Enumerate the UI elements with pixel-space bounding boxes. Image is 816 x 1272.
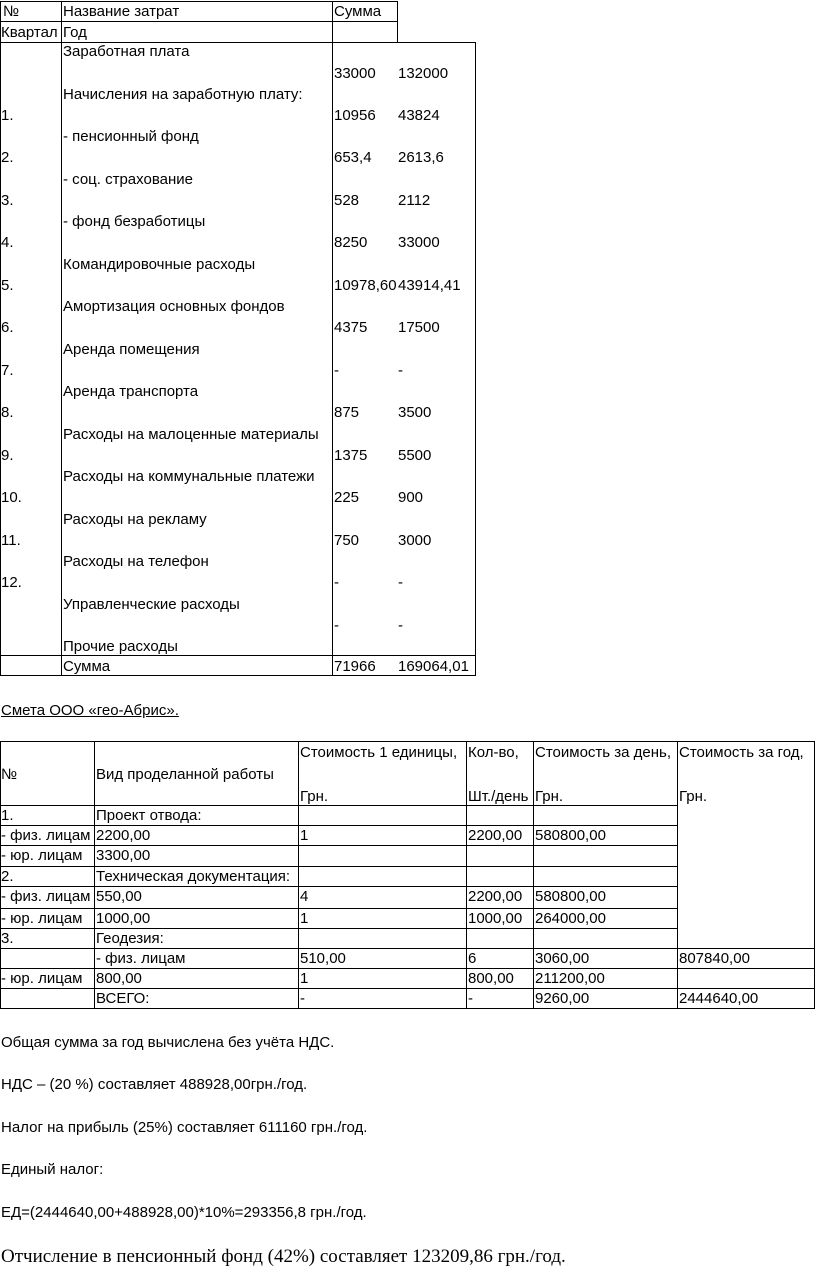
cell: 211200,00 (535, 970, 605, 987)
cell: 1 (300, 970, 309, 987)
cell: - юр. лицам (1, 970, 83, 987)
cell: 264000,00 (535, 910, 606, 927)
cell: 1000,00 (468, 910, 523, 927)
cell: 4 (300, 888, 309, 905)
row-name: Аренда помещения (63, 341, 200, 358)
grid-line (298, 741, 299, 1009)
header-year: Год (63, 24, 87, 41)
cell: Техническая документация: (96, 868, 291, 885)
row-name: - соц. страхование (63, 171, 193, 188)
row-number: 10. (1, 489, 22, 506)
quarter-value: 528 (334, 192, 360, 209)
header-unit-cost-unit: Грн. (300, 788, 329, 805)
row-name: Командировочные расходы (63, 256, 256, 273)
header-sum: Сумма (334, 3, 382, 20)
grid-line (0, 655, 476, 656)
year-value: 3000 (398, 532, 432, 549)
quarter-value: 4375 (334, 319, 368, 336)
grid-line (0, 908, 678, 909)
cell: 1. (1, 807, 14, 824)
cell: - физ. лицам (1, 888, 91, 905)
cell: 2444640,00 (679, 990, 759, 1007)
cell: 1 (300, 910, 309, 927)
grid-line (0, 948, 815, 949)
header-quarter: Квартал (1, 24, 58, 41)
quarter-value: - (334, 617, 339, 634)
grid-line (475, 42, 476, 676)
grid-line (0, 866, 678, 867)
grid-line (0, 988, 815, 989)
row-name: Прочие расходы (63, 638, 178, 655)
quarter-value: 1375 (334, 447, 368, 464)
cell: 1000,00 (96, 910, 151, 927)
note-vat: НДС – (20 %) составляет 488928,00грн./год. (1, 1076, 308, 1093)
quarter-value: 10978,60 (334, 277, 397, 294)
grid-line (94, 741, 95, 1009)
row-name: Начисления на заработную плату: (63, 86, 303, 103)
grid-line (0, 21, 398, 22)
total-label: Сумма (63, 658, 111, 675)
header-unit-cost: Стоимость 1 единицы, (300, 744, 458, 761)
cell: 2200,00 (468, 888, 523, 905)
cell: 2200,00 (468, 827, 523, 844)
cell: - (468, 990, 473, 1007)
year-value: - (398, 617, 403, 634)
quarter-value: 8250 (334, 234, 368, 251)
year-value: 43824 (398, 107, 440, 124)
note-single-tax-formula: ЕД=(2444640,00+488928,00)*10%=293356,8 грн./год. (1, 1204, 367, 1221)
grid-line (0, 741, 815, 742)
grid-line (61, 1, 62, 676)
cell: 3. (1, 930, 14, 947)
cell: 580800,00 (535, 888, 606, 905)
grid-line (0, 928, 678, 929)
row-name: Расходы на малоценные материалы (63, 426, 319, 443)
grid-line (0, 845, 678, 846)
year-value: - (398, 574, 403, 591)
cell: 807840,00 (679, 950, 750, 967)
row-number: 6. (1, 319, 14, 336)
grid-line (0, 805, 678, 806)
row-name: Амортизация основных фондов (63, 298, 285, 315)
cell: 800,00 (468, 970, 514, 987)
grid-line (397, 1, 398, 42)
cell: Проект отвода: (96, 807, 202, 824)
row-name: - фонд безработицы (63, 213, 206, 230)
year-value: 2613,6 (398, 149, 444, 166)
row-number: 7. (1, 362, 14, 379)
row-name: Расходы на рекламу (63, 511, 207, 528)
cell: 2200,00 (96, 827, 151, 844)
grid-line (0, 968, 815, 969)
cell: 6 (468, 950, 477, 967)
grid-line (0, 675, 476, 676)
cell: 510,00 (300, 950, 346, 967)
year-value: 2112 (398, 192, 431, 209)
row-name: - пенсионный фонд (63, 128, 199, 145)
cell: - юр. лицам (1, 910, 83, 927)
grid-line (0, 825, 678, 826)
header-name: Название затрат (63, 3, 180, 20)
row-number: 3. (1, 192, 14, 209)
note-profit-tax: Налог на прибыль (25%) составляет 611160 грн./год. (1, 1119, 368, 1136)
cell: 3300,00 (96, 847, 151, 864)
grid-line (814, 741, 815, 1009)
row-number: 11. (1, 532, 21, 549)
quarter-value: 10956 (334, 107, 376, 124)
cell: 2. (1, 868, 14, 885)
year-value: 17500 (398, 319, 440, 336)
quarter-value: 750 (334, 532, 360, 549)
grid-line (533, 741, 534, 1009)
note-vat-excluded: Общая сумма за год вычислена без учёта НДС. (1, 1034, 335, 1051)
total-year: 169064,01 (398, 658, 469, 675)
grid-line (0, 741, 1, 1009)
quarter-value: - (334, 362, 339, 379)
header-qty: Кол-во, (468, 744, 519, 761)
note-pension-fund: Отчисление в пенсионный фонд (42%) составляет 123209,86 грн./год. (1, 1246, 566, 1267)
row-number: 9. (1, 447, 14, 464)
header-num: № (1, 766, 18, 783)
grid-line (677, 741, 678, 1009)
total-quarter: 71966 (334, 658, 376, 675)
grid-line (332, 1, 333, 676)
cell: 550,00 (96, 888, 142, 905)
quarter-value: 875 (334, 404, 360, 421)
quarter-value: 653,4 (334, 149, 372, 166)
grid-line (0, 1, 398, 2)
year-value: 132000 (398, 65, 449, 82)
row-name: Расходы на коммунальные платежи (63, 468, 315, 485)
year-value: - (398, 362, 403, 379)
row-number: 1. (1, 107, 14, 124)
header-year-cost-unit: Грн. (679, 788, 708, 805)
note-single-tax: Единый налог: (1, 1161, 104, 1178)
cell: - физ. лицам (96, 950, 186, 967)
header-day-cost: Стоимость за день, (535, 744, 672, 761)
row-number: 2. (1, 149, 14, 166)
smeta-title: Смета ООО «гео-Абрис». (1, 702, 179, 719)
row-name: Управленческие расходы (63, 596, 240, 613)
quarter-value: 225 (334, 489, 360, 506)
year-value: 33000 (398, 234, 440, 251)
grid-line (466, 741, 467, 1009)
cell: 3060,00 (535, 950, 590, 967)
year-value: 3500 (398, 404, 432, 421)
cell: - (300, 990, 305, 1007)
year-value: 5500 (398, 447, 432, 464)
grid-line (0, 1, 1, 676)
grid-line (0, 886, 678, 887)
cell: ВСЕГО: (96, 990, 150, 1007)
header-num: № (3, 3, 20, 20)
grid-line (0, 1008, 815, 1009)
cell: - физ. лицам (1, 827, 91, 844)
row-name: Расходы на телефон (63, 553, 209, 570)
header-year-cost: Стоимость за год, (679, 744, 804, 761)
quarter-value: - (334, 574, 339, 591)
cell: Геодезия: (96, 930, 164, 947)
year-value: 43914,41 (398, 277, 461, 294)
row-name: Аренда транспорта (63, 383, 199, 400)
row-number: 12. (1, 574, 22, 591)
cell: 1 (300, 827, 309, 844)
header-day-cost-unit: Грн. (535, 788, 564, 805)
cell: 800,00 (96, 970, 142, 987)
cell: - юр. лицам (1, 847, 83, 864)
row-number: 5. (1, 277, 14, 294)
year-value: 900 (398, 489, 424, 506)
grid-line (0, 42, 476, 43)
row-name: Заработная плата (63, 43, 190, 60)
quarter-value: 33000 (334, 65, 376, 82)
header-work: Вид проделанной работы (96, 766, 274, 783)
header-qty-unit: Шт./день (468, 788, 529, 805)
cell: 9260,00 (535, 990, 590, 1007)
cell: 580800,00 (535, 827, 606, 844)
row-number: 8. (1, 404, 14, 421)
row-number: 4. (1, 234, 14, 251)
